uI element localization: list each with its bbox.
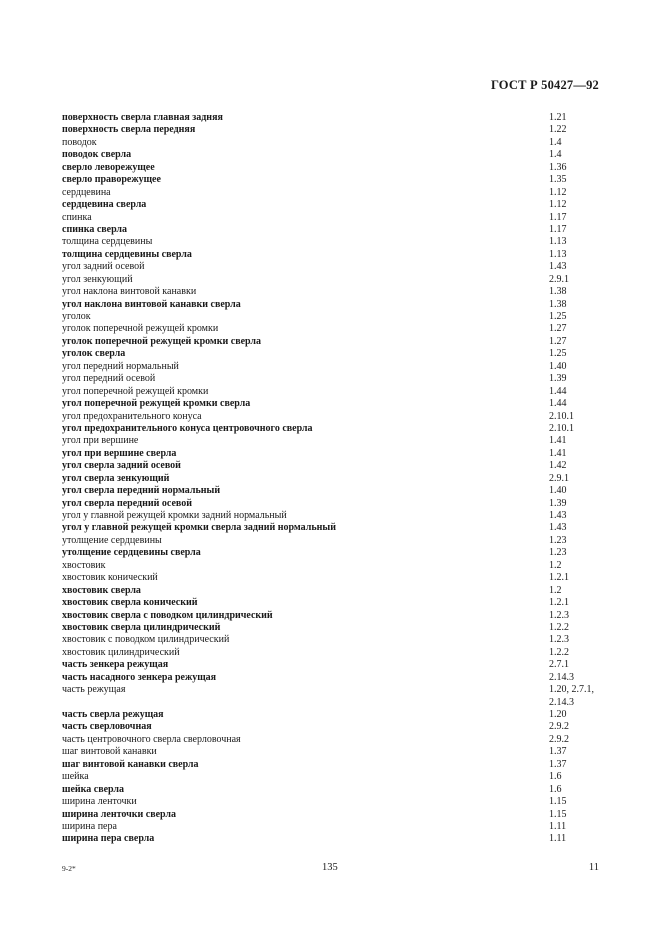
index-entry <box>62 311 607 323</box>
index-term: часть насадного зенкера режущая <box>62 671 217 683</box>
index-term: шейка сверла <box>62 783 124 795</box>
index-term: шейка <box>62 771 89 783</box>
index-entry <box>62 448 607 460</box>
index-term: сверло леворежущее <box>62 161 155 173</box>
index-entry <box>62 274 607 286</box>
index-ref: 1.40 <box>549 485 567 497</box>
index-term: спинка сверла <box>62 223 128 235</box>
index-term: толщина сердцевины сверла <box>62 248 192 260</box>
index-entry <box>62 610 607 622</box>
index-term: хвостовик сверла <box>62 584 141 596</box>
document-header: ГОСТ Р 50427—92 <box>490 78 599 92</box>
index-term: хвостовик сверла с поводком цилиндрический <box>62 609 273 621</box>
index-ref: 1.2.1 <box>549 597 569 609</box>
index-ref: 1.2.3 <box>549 634 569 646</box>
index-entry <box>62 249 607 261</box>
index-term: поверхность сверла передняя <box>62 124 196 136</box>
index-term: угол предохранительного конуса <box>62 410 202 422</box>
index-ref: 1.37 <box>549 746 567 758</box>
index-term: угол сверла передний нормальный <box>62 485 221 497</box>
index-term: угол зенкующий <box>62 273 133 285</box>
index-ref: 1.27 <box>549 323 567 335</box>
index-term: часть зенкера режущая <box>62 659 169 671</box>
index-term: угол предохранительного конуса центровочного сверла <box>62 422 313 434</box>
index-ref: 1.23 <box>549 534 567 546</box>
index-term: угол при вершине сверла <box>62 447 177 459</box>
index-ref: 2.7.1 <box>549 659 569 671</box>
index-term: угол сверла задний осевой <box>62 460 181 472</box>
index-ref: 1.2.3 <box>549 609 569 621</box>
index-term: утолщение сердцевины <box>62 534 162 546</box>
index-ref: 1.22 <box>549 124 567 136</box>
index-ref: 1.12 <box>549 199 567 211</box>
index-ref: 1.15 <box>549 796 567 808</box>
index-ref: 1.13 <box>549 248 567 260</box>
index-term: ширина ленточки <box>62 796 137 808</box>
index-term: угол наклона винтовой канавки <box>62 286 197 298</box>
index-ref: 2.10.1 <box>549 422 574 434</box>
index-entry <box>62 647 607 659</box>
index-term: ширина пера сверла <box>62 833 155 845</box>
index-ref: 1.38 <box>549 286 567 298</box>
index-ref: 1.40 <box>549 360 567 372</box>
index-term: угол при вершине <box>62 435 139 447</box>
index-ref: 1.39 <box>549 497 567 509</box>
index-term: угол сверла передний осевой <box>62 497 192 509</box>
index-ref: 1.20 <box>549 709 567 721</box>
index-ref: 1.44 <box>549 385 567 397</box>
index-entry <box>62 212 607 224</box>
index-entry <box>62 224 607 236</box>
index-entry <box>62 784 607 796</box>
index-term: часть сверла режущая <box>62 709 164 721</box>
index-entry <box>62 659 607 671</box>
index-term: хвостовик сверла конический <box>62 597 198 609</box>
index-term: угол поперечной режущей кромки <box>62 385 209 397</box>
index-ref: 1.2.1 <box>549 572 569 584</box>
index-entry <box>62 112 607 124</box>
index-entry <box>62 522 607 534</box>
index-entry <box>62 709 607 721</box>
index-entry <box>62 622 607 634</box>
index-ref: 1.15 <box>549 808 567 820</box>
index-ref: 2.9.2 <box>549 733 569 745</box>
index-entry <box>62 187 607 199</box>
index-term: уголок поперечной режущей кромки сверла <box>62 335 261 347</box>
index-entry <box>62 485 607 497</box>
index-entry <box>62 560 607 572</box>
index-ref: 1.41 <box>549 435 567 447</box>
index-entry <box>62 796 607 808</box>
index-entry <box>62 510 607 522</box>
index-ref: 1.43 <box>549 261 567 273</box>
index-ref: 2.9.1 <box>549 472 569 484</box>
index-ref: 1.2 <box>549 584 562 596</box>
index-entry <box>62 585 607 597</box>
index-term: угол у главной режущей кромки сверла задний нормальный <box>62 522 336 534</box>
index-entry <box>62 162 607 174</box>
index-term: поверхность сверла главная задняя <box>62 112 223 123</box>
index-entry <box>62 721 607 733</box>
index-entry <box>62 137 607 149</box>
index-term: сверло праворежущее <box>62 174 161 186</box>
index-ref: 1.20, 2.7.1, 2.14.3 <box>549 684 594 708</box>
index-ref: 1.6 <box>549 783 562 795</box>
index-term: сердцевина <box>62 186 111 198</box>
index-ref: 1.17 <box>549 211 567 223</box>
index-term: уголок поперечной режущей кромки <box>62 323 219 335</box>
index-ref: 1.11 <box>549 833 567 845</box>
index-term: уголок сверла <box>62 348 126 360</box>
index-entry <box>62 199 607 211</box>
index-entry <box>62 821 607 833</box>
index-ref: 2.9.1 <box>549 273 569 285</box>
index-ref: 1.6 <box>549 771 562 783</box>
index-entry <box>62 734 607 746</box>
index-entry <box>62 498 607 510</box>
index-term: поводок сверла <box>62 149 132 161</box>
index-ref: 1.27 <box>549 335 567 347</box>
index-entry <box>62 261 607 273</box>
index-term: угол передний осевой <box>62 373 156 385</box>
index-entry <box>62 435 607 447</box>
index-entry <box>62 423 607 435</box>
footer-print-mark: 9-2* <box>62 864 76 873</box>
index-term: часть сверловочная <box>62 721 152 733</box>
index-term: хвостовик конический <box>62 572 158 584</box>
index-entry <box>62 746 607 758</box>
index-ref: 1.35 <box>549 174 567 186</box>
index-entry <box>62 348 607 360</box>
index-term: часть режущая <box>62 684 126 696</box>
index-ref: 1.2.2 <box>549 621 569 633</box>
index-term: часть центровочного сверла сверловочная <box>62 733 241 745</box>
index-ref: 1.43 <box>549 522 567 534</box>
index-ref: 2.9.2 <box>549 721 569 733</box>
index-entry <box>62 149 607 161</box>
index-ref: 1.11 <box>549 820 567 832</box>
index-ref: 1.39 <box>549 373 567 385</box>
index-ref: 1.44 <box>549 398 567 410</box>
index-entry <box>62 323 607 335</box>
index-ref: 1.4 <box>549 149 562 161</box>
index-term: уголок <box>62 311 91 322</box>
index-term: ширина ленточки сверла <box>62 808 176 820</box>
index-ref: 1.25 <box>549 311 567 322</box>
index-entry <box>62 547 607 559</box>
index-ref: 1.38 <box>549 298 567 310</box>
index-entry <box>62 460 607 472</box>
index-entry <box>62 759 607 771</box>
index-entry <box>62 336 607 348</box>
sheet-number: 11 <box>588 862 599 873</box>
page-number: 135 <box>322 862 338 873</box>
index-term: шаг винтовой канавки сверла <box>62 758 199 770</box>
index-term: хвостовик с поводком цилиндрический <box>62 634 230 646</box>
index-entry <box>62 672 607 684</box>
index-entry <box>62 299 607 311</box>
index-term: угол поперечной режущей кромки сверла <box>62 398 251 410</box>
index-entry <box>62 286 607 298</box>
index-entry <box>62 473 607 485</box>
index-entry <box>62 398 607 410</box>
index-ref: 1.13 <box>549 236 567 248</box>
index-term: толщина сердцевины <box>62 236 153 248</box>
index-ref: 1.4 <box>549 136 562 148</box>
term-index-list <box>62 112 607 846</box>
index-ref: 1.25 <box>549 348 567 360</box>
index-entry <box>62 535 607 547</box>
index-term: хвостовик цилиндрический <box>62 646 180 658</box>
index-ref: 1.36 <box>549 161 567 173</box>
index-term: ширина пера <box>62 820 117 832</box>
index-ref: 1.12 <box>549 186 567 198</box>
index-term: сердцевина сверла <box>62 199 147 211</box>
index-term: угол наклона винтовой канавки сверла <box>62 298 241 310</box>
index-entry <box>62 124 607 136</box>
index-entry <box>62 174 607 186</box>
index-entry <box>62 771 607 783</box>
index-term: хвостовик сверла цилиндрический <box>62 621 221 633</box>
index-term: угол сверла зенкующий <box>62 472 170 484</box>
index-ref: 1.2 <box>549 559 562 571</box>
index-ref: 1.41 <box>549 447 567 459</box>
index-term: хвостовик <box>62 559 106 571</box>
index-ref: 1.37 <box>549 758 567 770</box>
index-ref: 1.42 <box>549 460 567 472</box>
index-term: угол у главной режущей кромки задний нормальный <box>62 510 287 521</box>
index-entry <box>62 373 607 385</box>
index-entry <box>62 572 607 584</box>
index-term: поводок <box>62 136 97 148</box>
index-term: утолщение сердцевины сверла <box>62 547 201 559</box>
index-ref: 1.23 <box>549 547 567 559</box>
index-entry <box>62 236 607 248</box>
index-term: угол задний осевой <box>62 261 145 273</box>
index-term: угол передний нормальный <box>62 360 179 372</box>
index-entry <box>62 386 607 398</box>
index-ref: 1.43 <box>549 510 567 521</box>
index-ref: 2.14.3 <box>549 671 574 683</box>
index-term: спинка <box>62 211 92 223</box>
index-entry <box>62 361 607 373</box>
index-ref: 1.2.2 <box>549 646 569 658</box>
index-entry <box>62 411 607 423</box>
index-entry <box>62 809 607 821</box>
index-entry <box>62 684 607 709</box>
index-ref: 2.10.1 <box>549 410 574 422</box>
index-entry <box>62 634 607 646</box>
index-ref: 1.21 <box>549 112 567 123</box>
index-ref: 1.17 <box>549 223 567 235</box>
index-entry <box>62 597 607 609</box>
index-entry <box>62 833 607 845</box>
index-term: шаг винтовой канавки <box>62 746 157 758</box>
